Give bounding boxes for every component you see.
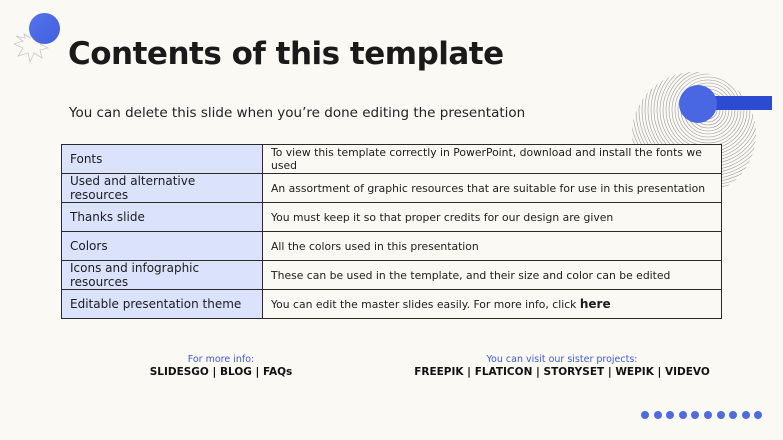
link-videvo[interactable]: VIDEVO [665, 366, 710, 378]
separator: | [532, 366, 544, 378]
contents-table [61, 144, 722, 319]
separator: | [251, 366, 264, 378]
table-row [62, 261, 722, 290]
footer-left-label: For more info: [187, 354, 255, 365]
dot-icon [666, 411, 674, 419]
dot-icon [717, 411, 725, 419]
dot-icon [729, 411, 737, 419]
separator: | [463, 366, 475, 378]
dot-icon [742, 411, 750, 419]
dot-icon [679, 411, 687, 419]
link-freepik[interactable]: FREEPIK [414, 366, 464, 378]
table-row [62, 174, 722, 203]
dot-icon [691, 411, 699, 419]
dot-icon [641, 411, 649, 419]
dot-icon [704, 411, 712, 419]
dot-row-decoration [641, 411, 762, 419]
row-value [263, 290, 722, 319]
footer-left-links [121, 366, 321, 378]
row-value: All the colors used in this presentation [263, 232, 722, 261]
link-slidesgo[interactable]: SLIDESGO [149, 366, 209, 378]
separator: | [604, 366, 616, 378]
footer-right-links [412, 366, 712, 378]
row-value: To view this template correctly in PowerPoint, download and install the fonts we used [263, 145, 722, 174]
dot-icon [754, 411, 762, 419]
row-key: Thanks slide [62, 203, 263, 232]
row-key: Icons and infographic resources [62, 261, 263, 290]
link-storyset[interactable]: STORYSET [543, 366, 605, 378]
footer-right [412, 354, 712, 378]
link-blog[interactable]: BLOG [220, 366, 252, 378]
row-key: Colors [62, 232, 263, 261]
subtitle: You can delete this slide when you’re done editing the presentation [69, 105, 526, 121]
row-value-text: You can edit the master slides easily. For more info, click [271, 298, 580, 311]
here-link[interactable]: here [579, 297, 611, 311]
separator: | [208, 366, 220, 378]
link-faqs[interactable]: FAQs [263, 366, 293, 378]
table-row [62, 145, 722, 174]
footer-right-label: You can visit our sister projects: [486, 354, 638, 365]
link-wepik[interactable]: WEPIK [615, 366, 654, 378]
dot-icon [654, 411, 662, 419]
footer-left [121, 354, 321, 378]
row-key: Fonts [62, 145, 263, 174]
page-title: Contents of this template [68, 36, 504, 72]
row-value: These can be used in the template, and their size and color can be edited [263, 261, 722, 290]
row-value: You must keep it so that proper credits for our design are given [263, 203, 722, 232]
row-key: Used and alternative resources [62, 174, 263, 203]
link-flaticon[interactable]: FLATICON [474, 366, 533, 378]
table-row [62, 203, 722, 232]
separator: | [653, 366, 665, 378]
table-row [62, 290, 722, 319]
row-key: Editable presentation theme [62, 290, 263, 319]
row-value: An assortment of graphic resources that are suitable for use in this presentation [263, 174, 722, 203]
table-row [62, 232, 722, 261]
blue-circle-decoration [29, 13, 60, 44]
